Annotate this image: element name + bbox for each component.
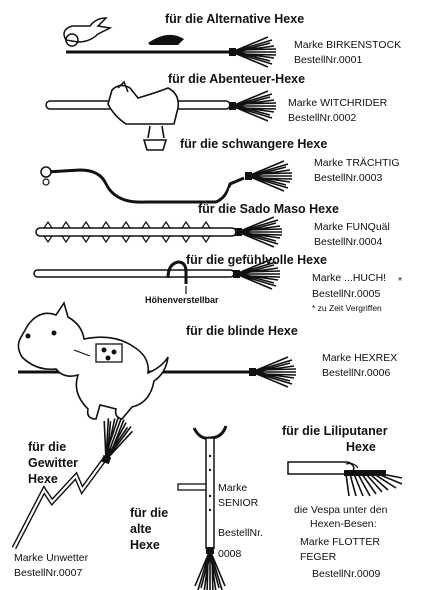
brand-senior-line1: Marke — [218, 482, 248, 494]
order-0008-line1: BestellNr. — [218, 527, 263, 539]
heading-abenteuer: für die Abenteuer-Hexe — [168, 72, 306, 86]
heading-gewitter-line1: für die — [28, 440, 67, 454]
brand-flotter-feger-line2: FEGER — [300, 551, 337, 563]
vespa-subtitle-line2: Hexen-Besen: — [310, 518, 377, 530]
heading-gefuehlvolle: für die gefühlvolle Hexe — [186, 253, 328, 267]
brand-funquael: Marke FUNQuäl — [314, 221, 390, 233]
brand-traechtig: Marke TRÄCHTIG — [314, 157, 400, 169]
heading-alte-line3: Hexe — [130, 538, 160, 552]
heading-gewitter-line2: Gewitter — [28, 456, 79, 470]
order-0006: BestellNr.0006 — [322, 367, 391, 379]
brand-unwetter: Marke Unwetter — [14, 552, 89, 564]
order-0007: BestellNr.0007 — [14, 567, 83, 579]
heading-alternative: für die Alternative Hexe — [165, 12, 305, 26]
heading-gewitter-line3: Hexe — [28, 472, 58, 486]
height-adjustable-label: Höhenverstellbar — [145, 295, 219, 305]
brand-witchrider: Marke WITCHRIDER — [288, 97, 388, 109]
order-0005: BestellNr.0005 — [312, 288, 381, 300]
heading-alte-line1: für die — [130, 506, 169, 520]
heading-schwangere: für die schwangere Hexe — [180, 137, 328, 151]
heading-liliputaner-line2: Hexe — [346, 440, 376, 454]
hand-brush-icon — [288, 462, 402, 496]
brand-huch: Marke ...HUCH! — [312, 272, 387, 284]
brand-birkenstock: Marke BIRKENSTOCK — [294, 39, 402, 51]
order-0003: BestellNr.0003 — [314, 172, 383, 184]
order-0001: BestellNr.0001 — [294, 54, 363, 66]
vespa-subtitle-line1: die Vespa unter den — [294, 504, 388, 516]
heading-blinde: für die blinde Hexe — [186, 324, 298, 338]
spiked-broom-icon — [36, 217, 282, 247]
heading-liliputaner-line1: für die Liliputaner — [282, 424, 388, 438]
order-0004: BestellNr.0004 — [314, 236, 383, 248]
sold-out-star: * — [398, 275, 403, 287]
order-0009: BestellNr.0009 — [312, 568, 381, 580]
order-0002: BestellNr.0002 — [288, 112, 357, 124]
brand-flotter-feger-line1: Marke FLOTTER — [300, 536, 380, 548]
heading-alte-line2: alte — [130, 522, 152, 536]
heading-sado-maso: für die Sado Maso Hexe — [198, 202, 340, 216]
brand-senior-line2: SENIOR — [218, 497, 259, 509]
guide-dog-broom-icon — [18, 303, 296, 419]
order-0008-line2: 0008 — [218, 548, 242, 560]
bent-pacifier-broom-icon — [41, 161, 292, 206]
brand-hexrex: Marke HEXREX — [322, 352, 398, 364]
sold-out-note: * zu Zeit Vergriffen — [312, 303, 382, 313]
